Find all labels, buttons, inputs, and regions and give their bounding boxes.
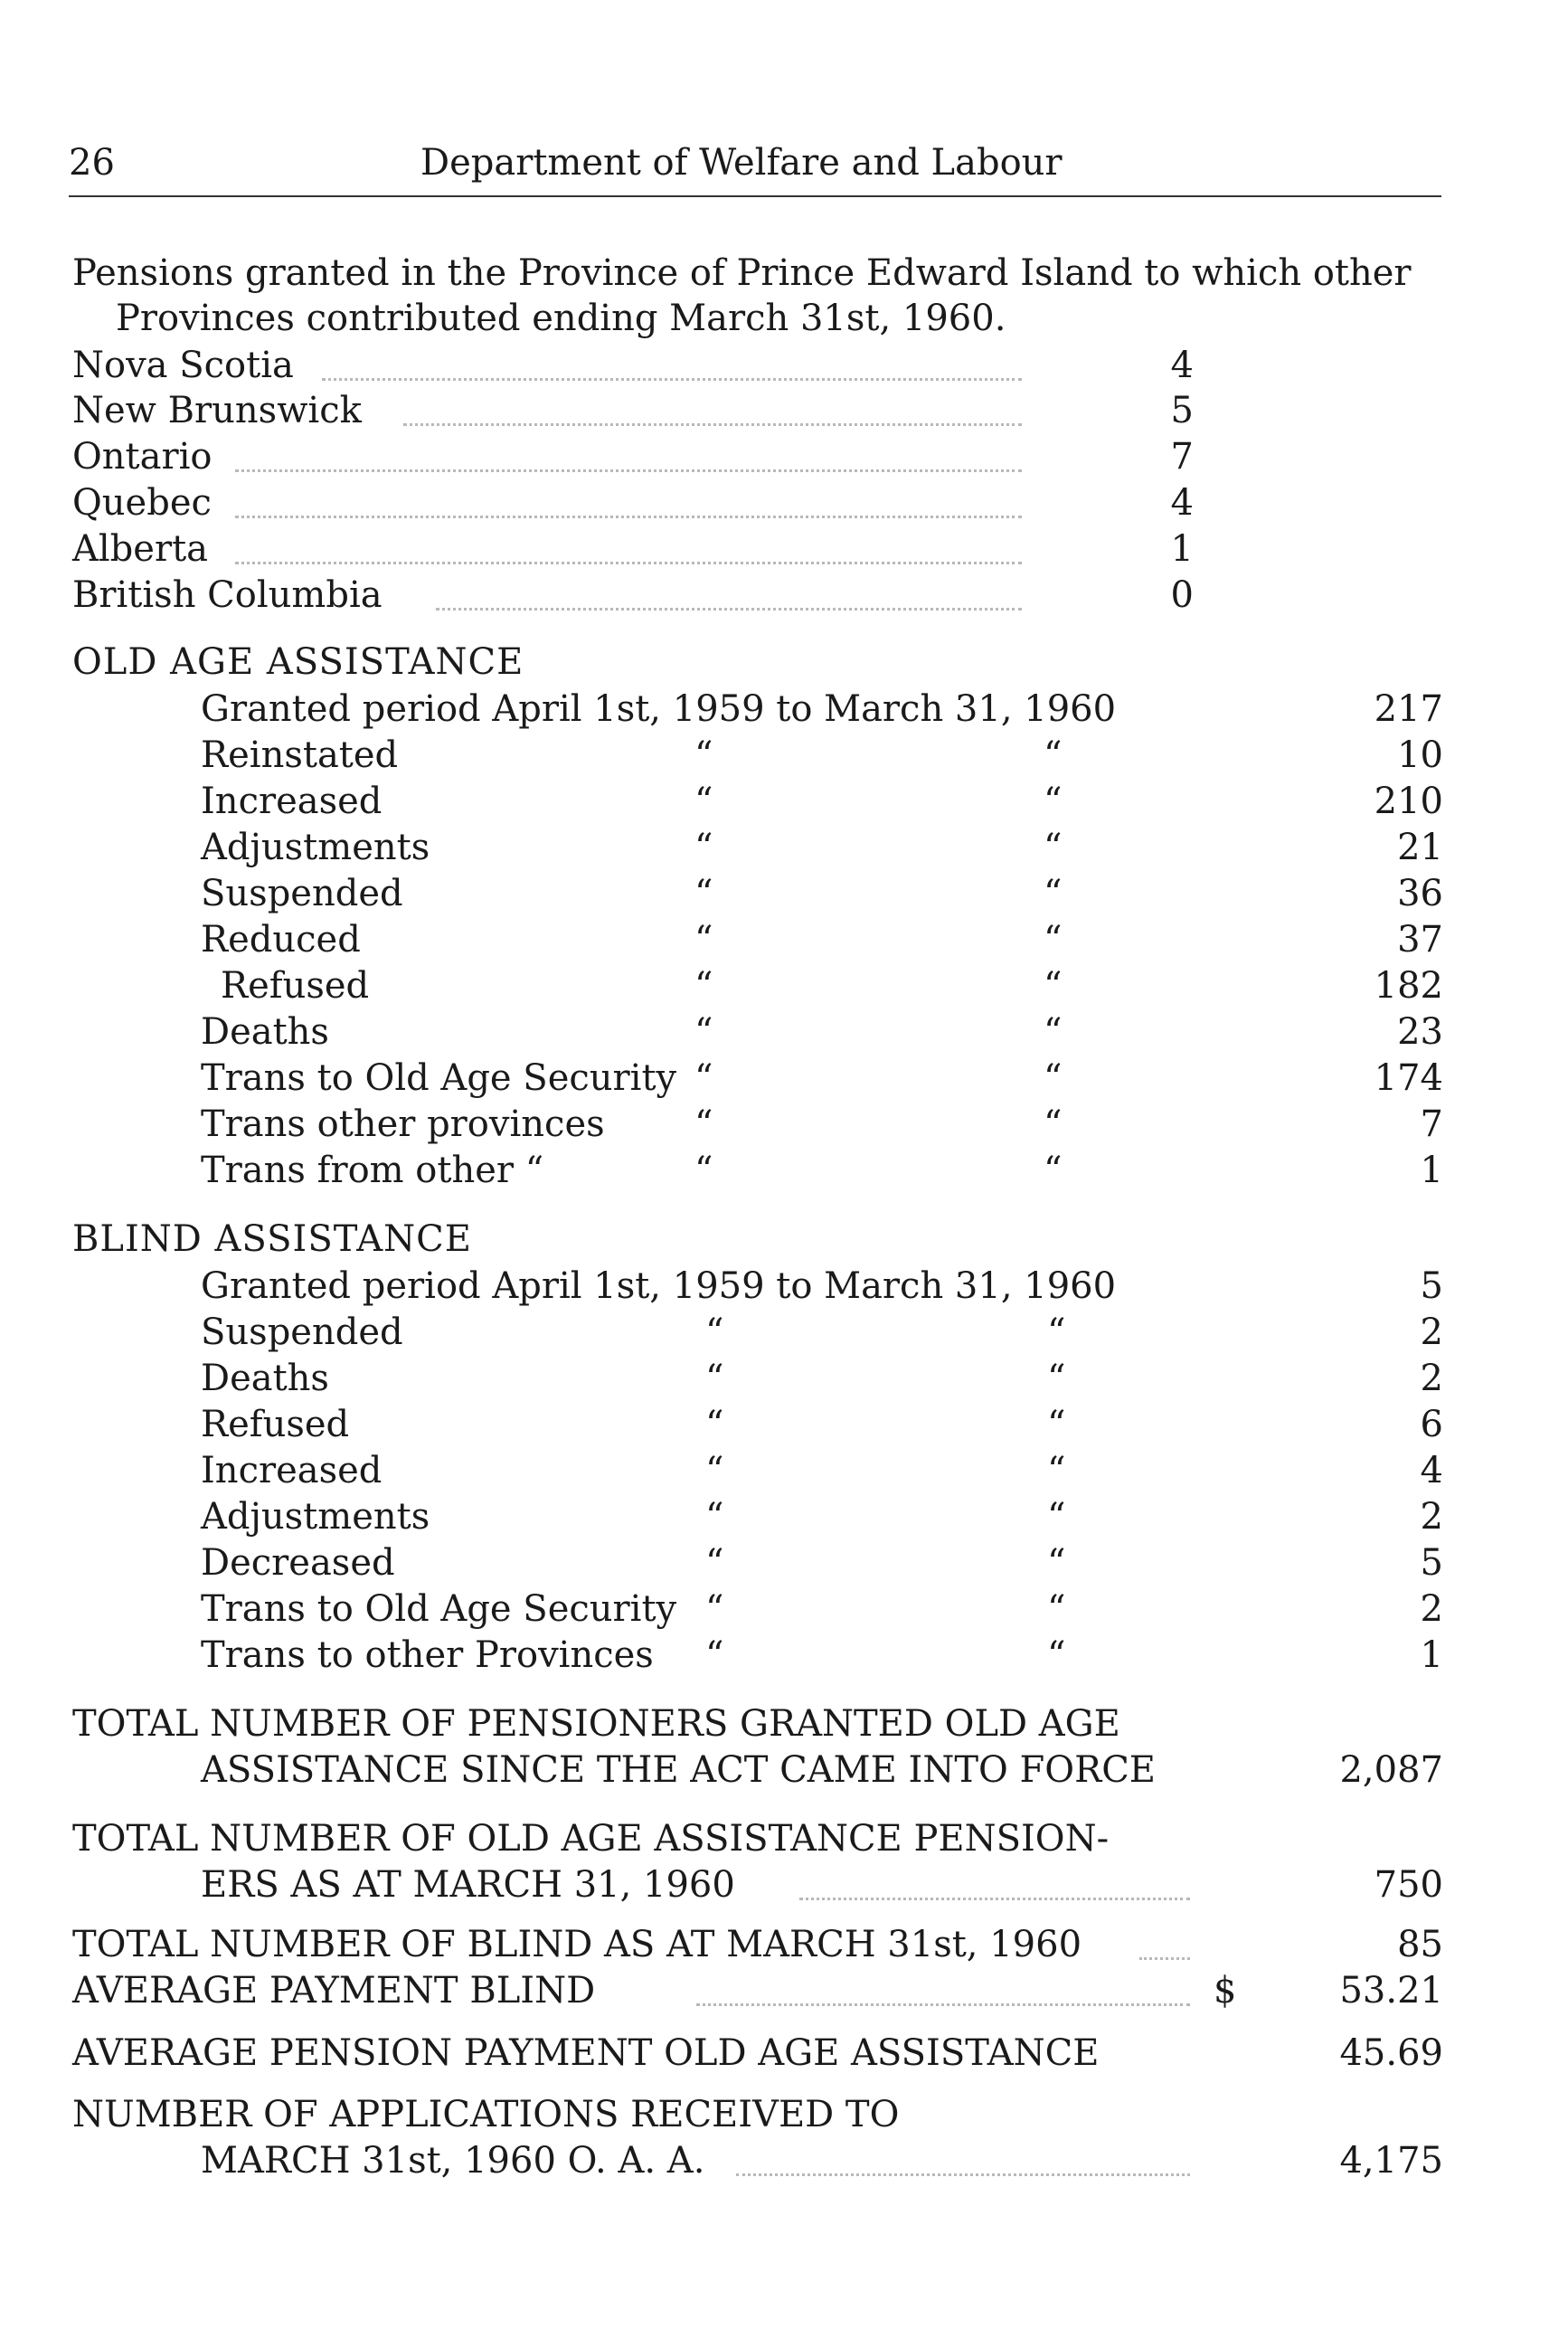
leader-dots — [235, 516, 1022, 518]
oaa-row-label: Deaths — [201, 1011, 329, 1053]
ditto-mark: “ — [694, 1057, 713, 1099]
ditto-mark: “ — [694, 919, 713, 961]
oaa-row-label: Refused — [221, 965, 370, 1007]
ditto-mark: “ — [694, 965, 713, 1007]
blind-row-value: 6 — [1420, 1404, 1443, 1445]
contributions-intro-line2: Provinces contributed ending March 31st, 1960. — [116, 298, 1006, 339]
oaa-row-label: Reduced — [201, 919, 361, 961]
blind-row-label: Increased — [201, 1450, 383, 1491]
applications-value: 4,175 — [1339, 2140, 1443, 2182]
oaa-row-value: 1 — [1420, 1150, 1443, 1191]
leader-dots — [322, 378, 1022, 381]
oaa-row-label: Reinstated — [201, 734, 399, 776]
leader-dots — [799, 1898, 1190, 1900]
applications-line2: MARCH 31st, 1960 O. A. A. — [201, 2140, 705, 2182]
ditto-mark: “ — [705, 1404, 724, 1445]
ditto-mark: “ — [1047, 1588, 1066, 1630]
leader-dots — [696, 2003, 1190, 2006]
province-value: 0 — [1170, 574, 1194, 616]
oaa-heading: OLD AGE ASSISTANCE — [72, 641, 524, 683]
oaa-row-label: Adjustments — [201, 827, 430, 868]
blind-row-value: 2 — [1420, 1588, 1443, 1630]
oaa-row-label: Increased — [201, 781, 383, 822]
ditto-mark: “ — [1047, 1358, 1066, 1399]
ditto-mark: “ — [1044, 873, 1063, 914]
ditto-mark: “ — [694, 1103, 713, 1145]
ditto-mark: “ — [1047, 1496, 1066, 1538]
province-label: New Brunswick — [72, 390, 362, 431]
ditto-mark: “ — [694, 781, 713, 822]
blind-row-label: Adjustments — [201, 1496, 430, 1538]
leader-dots — [436, 608, 1022, 611]
blind-row-value: 2 — [1420, 1311, 1443, 1353]
ditto-mark: “ — [1047, 1634, 1066, 1676]
ditto-mark: “ — [1047, 1311, 1066, 1353]
ditto-mark: “ — [1044, 919, 1063, 961]
applications-line1: NUMBER OF APPLICATIONS RECEIVED TO — [72, 2094, 900, 2135]
oaa-row-label: Trans from other “ — [201, 1150, 544, 1191]
oaa-period-value: 217 — [1374, 688, 1443, 730]
blind-row-label: Trans to other Provinces — [201, 1634, 654, 1676]
ditto-mark: “ — [705, 1496, 724, 1538]
total-oaa-value: 750 — [1374, 1864, 1443, 1906]
province-label: Alberta — [72, 528, 208, 570]
oaa-row-value: 37 — [1397, 919, 1443, 961]
province-value: 4 — [1170, 345, 1194, 386]
oaa-row-label: Trans to Old Age Security — [201, 1057, 677, 1099]
blind-period-value: 5 — [1420, 1265, 1443, 1307]
province-label: British Columbia — [72, 574, 383, 616]
blind-row-value: 4 — [1420, 1450, 1443, 1491]
blind-row-label: Suspended — [201, 1311, 403, 1353]
province-label: Quebec — [72, 482, 212, 524]
total-oaa-line2: ERS AS AT MARCH 31, 1960 — [201, 1864, 735, 1906]
avg-oaa-value: 45.69 — [1339, 2032, 1443, 2074]
oaa-row-value: 23 — [1397, 1011, 1443, 1053]
ditto-mark: “ — [1044, 1057, 1063, 1099]
avg-blind-value: 53.21 — [1339, 1970, 1443, 2012]
oaa-row-label: Trans other provinces — [201, 1103, 605, 1145]
avg-oaa-label: AVERAGE PENSION PAYMENT OLD AGE ASSISTANCE — [72, 2032, 1100, 2074]
oaa-row-value: 36 — [1397, 873, 1443, 914]
province-value: 4 — [1170, 482, 1194, 524]
total-granted-value: 2,087 — [1339, 1749, 1443, 1791]
oaa-row-value: 210 — [1374, 781, 1443, 822]
province-value: 1 — [1170, 528, 1194, 570]
blind-row-value: 2 — [1420, 1496, 1443, 1538]
ditto-mark: “ — [694, 1011, 713, 1053]
blind-row-label: Trans to Old Age Security — [201, 1588, 677, 1630]
ditto-mark: “ — [1044, 965, 1063, 1007]
blind-row-label: Deaths — [201, 1358, 329, 1399]
blind-row-value: 5 — [1420, 1542, 1443, 1584]
ditto-mark: “ — [1047, 1542, 1066, 1584]
total-blind-value: 85 — [1397, 1924, 1443, 1965]
oaa-row-label: Suspended — [201, 873, 403, 914]
ditto-mark: “ — [705, 1450, 724, 1491]
ditto-mark: “ — [694, 873, 713, 914]
ditto-mark: “ — [705, 1358, 724, 1399]
oaa-row-value: 10 — [1397, 734, 1443, 776]
province-label: Ontario — [72, 436, 213, 478]
blind-heading: BLIND ASSISTANCE — [72, 1218, 472, 1260]
blind-row-value: 2 — [1420, 1358, 1443, 1399]
province-value: 5 — [1170, 390, 1194, 431]
ditto-mark: “ — [1044, 781, 1063, 822]
oaa-row-value: 21 — [1397, 827, 1443, 868]
oaa-row-value: 7 — [1420, 1103, 1443, 1145]
page-number: 26 — [69, 142, 115, 184]
leader-dots — [235, 562, 1022, 564]
page-header-title: Department of Welfare and Labour — [420, 142, 1063, 184]
ditto-mark: “ — [705, 1311, 724, 1353]
ditto-mark: “ — [1044, 1103, 1063, 1145]
oaa-period-label: Granted period April 1st, 1959 to March 31, 1960 — [201, 688, 1117, 730]
contributions-intro-line1: Pensions granted in the Province of Prince Edward Island to which other — [72, 252, 1412, 294]
ditto-mark: “ — [1044, 734, 1063, 776]
leader-dots — [1139, 1957, 1190, 1960]
ditto-mark: “ — [1044, 827, 1063, 868]
ditto-mark: “ — [705, 1588, 724, 1630]
ditto-mark: “ — [694, 827, 713, 868]
header-rule — [69, 195, 1441, 197]
ditto-mark: “ — [705, 1542, 724, 1584]
ditto-mark: “ — [1047, 1450, 1066, 1491]
total-granted-line1: TOTAL NUMBER OF PENSIONERS GRANTED OLD AGE — [72, 1703, 1120, 1745]
total-blind-label: TOTAL NUMBER OF BLIND AS AT MARCH 31st, 1960 — [72, 1924, 1082, 1965]
blind-row-label: Refused — [201, 1404, 350, 1445]
oaa-row-value: 182 — [1374, 965, 1443, 1007]
ditto-mark: “ — [1044, 1150, 1063, 1191]
dollar-sign: $ — [1214, 1970, 1237, 2012]
ditto-mark: “ — [694, 1150, 713, 1191]
leader-dots — [403, 423, 1022, 426]
ditto-mark: “ — [1047, 1404, 1066, 1445]
ditto-mark: “ — [705, 1634, 724, 1676]
leader-dots — [736, 2173, 1190, 2176]
oaa-row-value: 174 — [1374, 1057, 1443, 1099]
province-value: 7 — [1170, 436, 1194, 478]
total-granted-line2: ASSISTANCE SINCE THE ACT CAME INTO FORCE — [201, 1749, 1156, 1791]
ditto-mark: “ — [1044, 1011, 1063, 1053]
blind-row-label: Decreased — [201, 1542, 395, 1584]
blind-period-label: Granted period April 1st, 1959 to March 31, 1960 — [201, 1265, 1117, 1307]
leader-dots — [235, 469, 1022, 472]
ditto-mark: “ — [694, 734, 713, 776]
province-label: Nova Scotia — [72, 345, 294, 386]
avg-blind-label: AVERAGE PAYMENT BLIND — [72, 1970, 596, 2012]
total-oaa-line1: TOTAL NUMBER OF OLD AGE ASSISTANCE PENSION- — [72, 1818, 1110, 1860]
blind-row-value: 1 — [1420, 1634, 1443, 1676]
